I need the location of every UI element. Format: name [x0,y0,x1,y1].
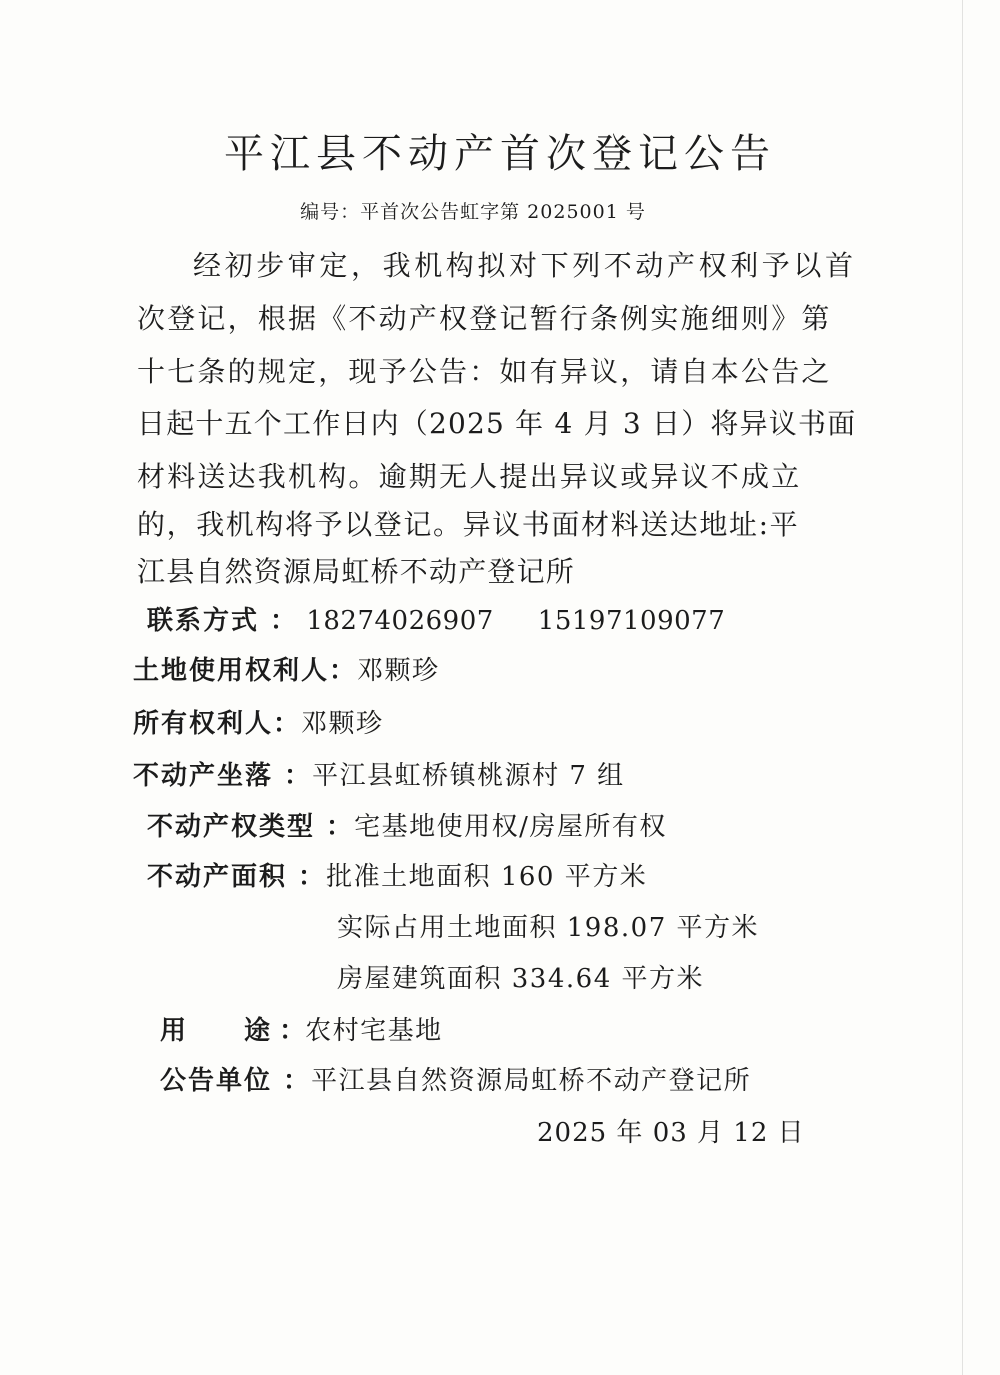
body-line: 经初步审定，我机构拟对下列不动产权利予以首 [193,249,857,282]
scan-edge-line [962,0,963,1375]
area-building-value: 房屋建筑面积 334.64 平方米 [337,964,705,994]
usage-label-a: 用 [160,1016,187,1046]
issuer-value: 平江县自然资源局虹桥不动产登记所 [311,1066,752,1096]
land-right-holder-value: 邓颗珍 [357,656,440,686]
location-label: 不动产坐落 ： [133,761,313,791]
location-field [133,755,625,792]
area-actual [337,907,759,944]
issuer-field [160,1060,751,1097]
area-label: 不动产面积 ： [147,862,327,892]
body-line: 江县自然资源局虹桥不动产登记所 [137,555,576,588]
issuer-label: 公告单位 ： [160,1066,312,1096]
notice-date: 2025 年 03 月 12 日 [537,1118,805,1148]
right-type-value: 宅基地使用权/房屋所有权 [354,812,667,842]
body-line: 次登记，根据《不动产权登记暂行条例实施细则》第 [137,302,832,335]
usage-value: 农村宅基地 [305,1016,443,1046]
body-line: 材料送达我机构。逾期无人提出异议或异议不成立 [137,460,802,493]
area-approved: 批准土地面积 160 平方米 [326,862,648,892]
contact-field [147,600,725,637]
notice-serial-number: 编号：平首次公告虹字第 2025001 号 [300,201,646,223]
right-type-label: 不动产权类型 ： [147,812,355,842]
area-actual-value: 实际占用土地面积 198.07 平方米 [337,913,760,943]
location-value: 平江县虹桥镇桃源村 7 组 [312,761,625,791]
contact-phone-1: 18274026907 [306,606,494,636]
contact-phone-2: 15197109077 [537,606,726,636]
owner-field [133,703,384,740]
owner-value: 邓颗珍 [301,709,384,739]
land-right-holder-field [133,650,440,687]
land-right-holder-label: 土地使用权利人： [133,656,358,686]
body-line: 的，我机构将予以登记。异议书面材料送达地址:平 [137,508,800,541]
body-line: 十七条的规定，现予公告：如有异议，请自本公告之 [137,355,832,388]
usage-field [160,1010,443,1047]
area-building [337,958,704,995]
area-field [147,856,647,893]
owner-label: 所有权利人： [133,709,302,739]
body-line: 日起十五个工作日内（2025 年 4 月 3 日）将异议书面 [137,407,857,440]
right-type-field [147,806,667,843]
contact-label: 联系方式 ： [147,606,299,636]
notice-title: 平江县不动产首次登记公告 [224,131,776,177]
usage-label-b: 途 ： [244,1016,306,1046]
